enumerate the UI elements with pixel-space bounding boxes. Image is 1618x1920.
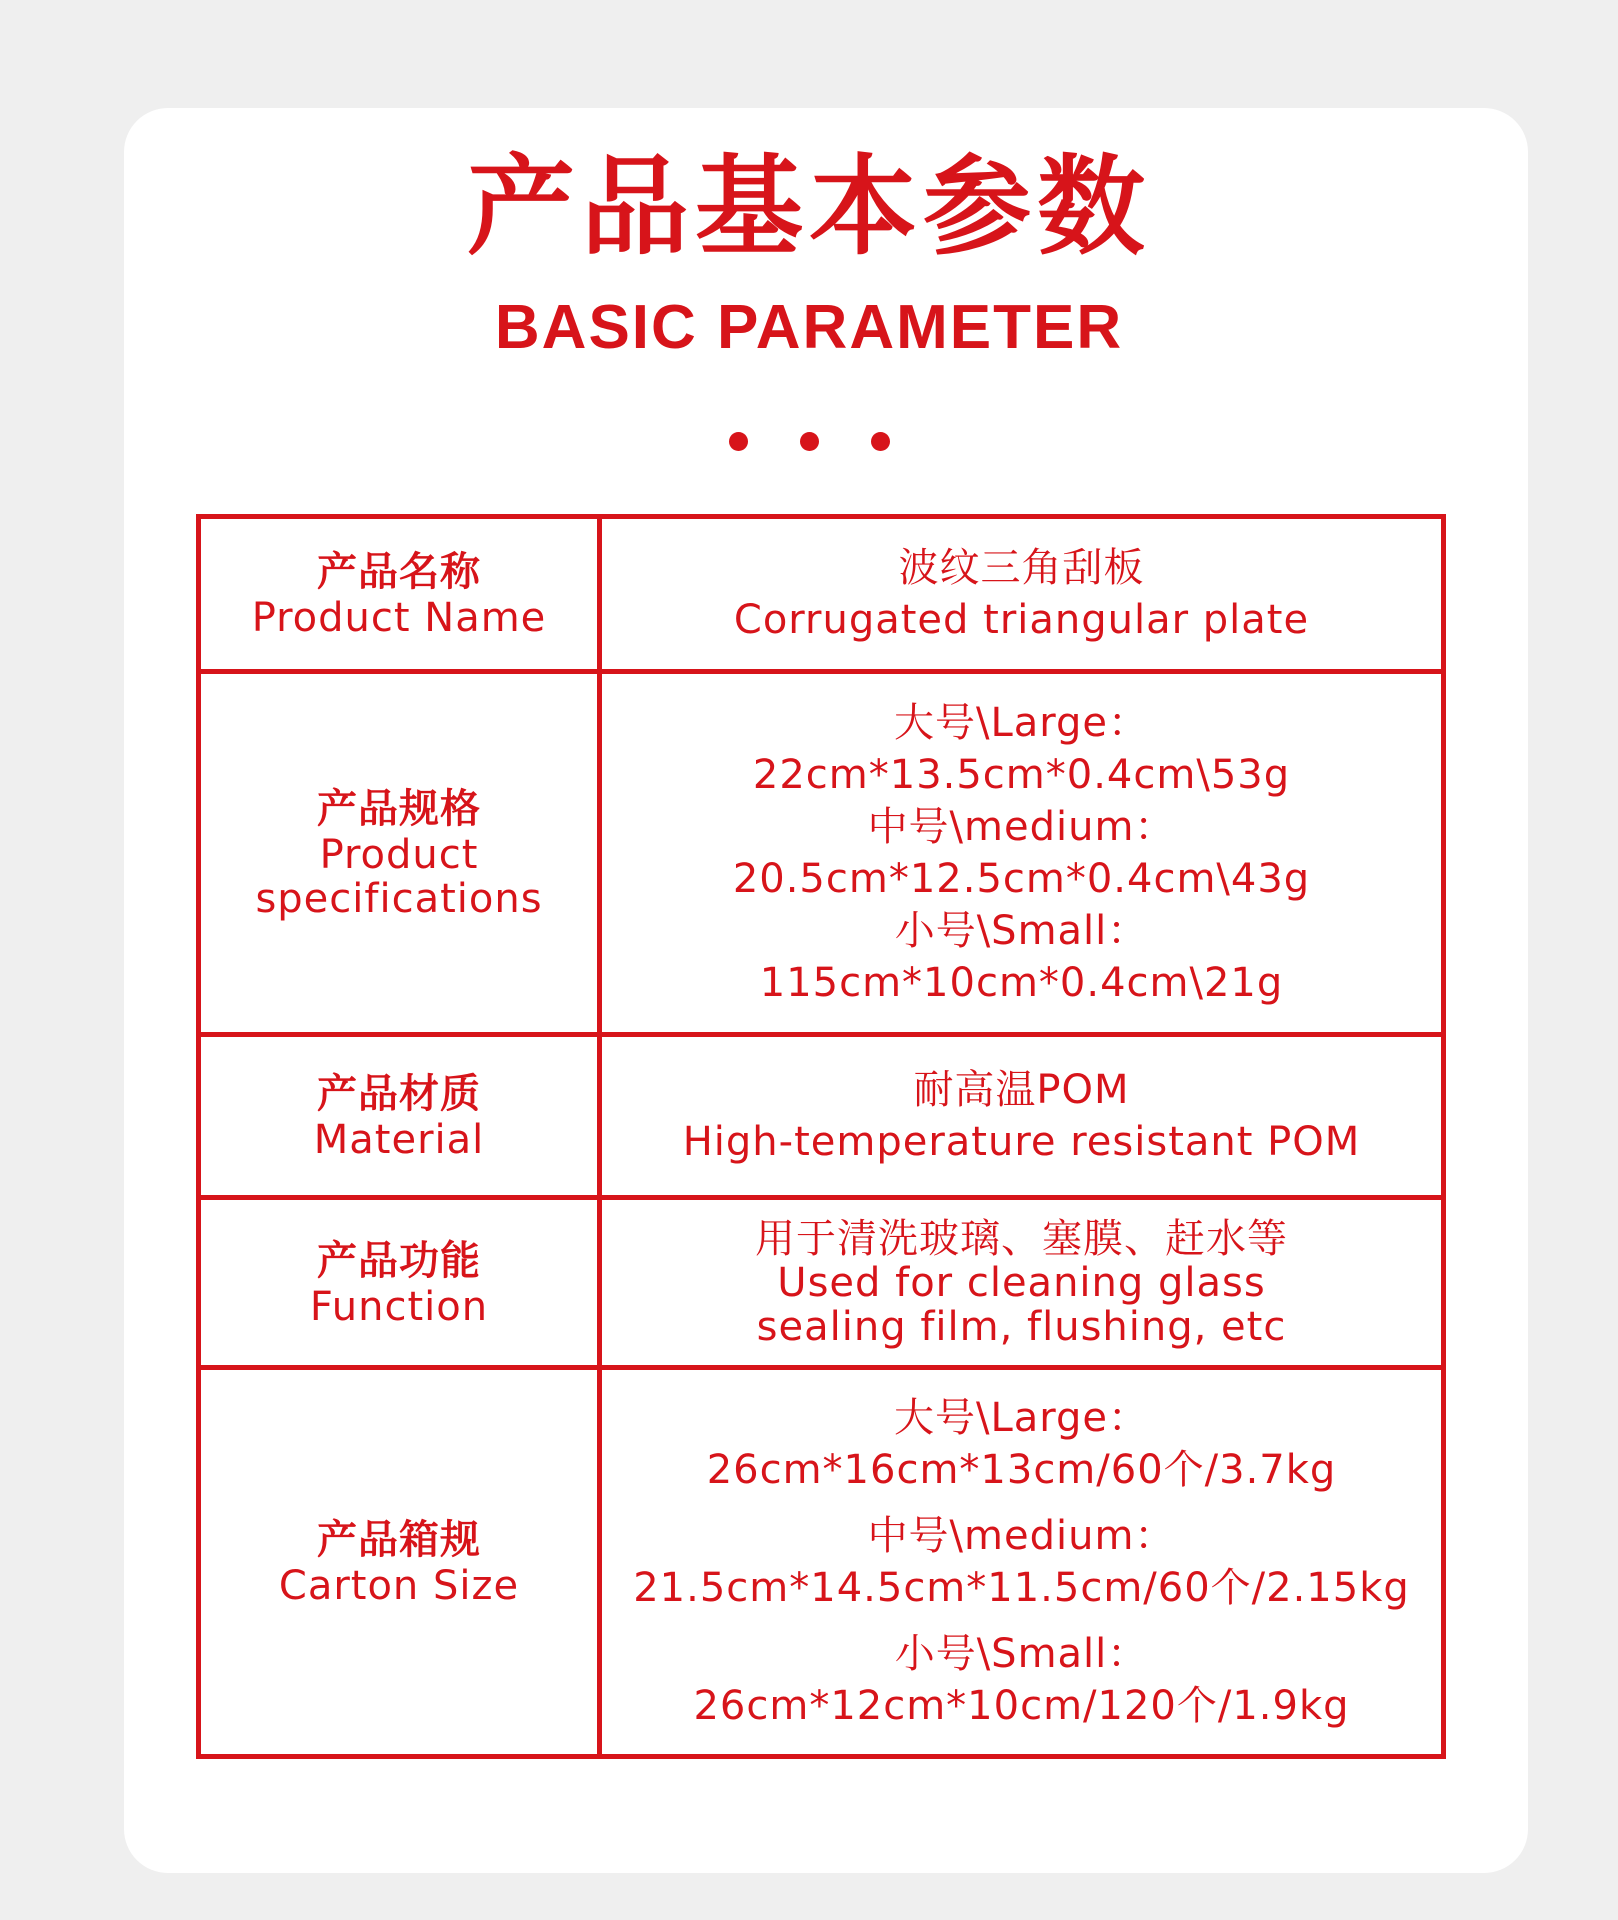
table-row-specifications — [199, 672, 1444, 1035]
spacer — [612, 1496, 1431, 1510]
parameter-table — [196, 514, 1446, 1759]
value-line: 波纹三角刮板 — [898, 545, 1145, 591]
value-line: 用于清洗玻璃、塞膜、赶水等 — [755, 1215, 1288, 1262]
dot-icon — [729, 432, 748, 451]
label-cn: 产品功能 — [317, 1237, 481, 1284]
label-cell — [199, 517, 600, 672]
value-line: 20.5cm*12.5cm*0.4cm\43g — [732, 856, 1311, 902]
label-cell — [199, 1198, 600, 1368]
dot-icon — [800, 432, 819, 451]
value-line: 耐高温POM — [913, 1067, 1130, 1113]
value-line: 22cm*13.5cm*0.4cm\53g — [752, 752, 1291, 798]
label-cn: 产品材质 — [317, 1071, 481, 1117]
value-line: 115cm*10cm*0.4cm\21g — [759, 960, 1284, 1006]
value-line: Used for cleaning glass — [777, 1259, 1266, 1306]
dot-icon — [871, 432, 890, 451]
value-cell — [600, 517, 1444, 672]
decorative-dots — [0, 432, 1618, 451]
table-row-material — [199, 1035, 1444, 1198]
label-cell — [199, 672, 600, 1035]
value-cell — [600, 1035, 1444, 1198]
label-cn: 产品规格 — [317, 786, 481, 832]
label-en: Material — [313, 1117, 485, 1163]
value-cell — [600, 672, 1444, 1035]
value-line: 26cm*16cm*13cm/60个/3.7kg — [706, 1447, 1337, 1493]
value-cell — [600, 1368, 1444, 1757]
page-title-cn: 产品基本参数 — [466, 145, 1151, 270]
value-line: 大号\Large： — [893, 700, 1149, 746]
value-line: High-temperature resistant POM — [682, 1119, 1361, 1165]
value-line: 大号\Large： — [893, 1395, 1149, 1441]
label-cell — [199, 1368, 600, 1757]
label-en: Carton Size — [278, 1563, 520, 1609]
value-line: 21.5cm*14.5cm*11.5cm/60个/2.15kg — [633, 1565, 1410, 1611]
label-en: Function — [309, 1283, 489, 1330]
value-line: 小号\Small： — [894, 908, 1149, 954]
label-en: Product Name — [251, 595, 547, 641]
table-row-function — [199, 1198, 1444, 1368]
label-en: specifications — [255, 876, 543, 922]
value-line: sealing film, flushing, etc — [756, 1303, 1287, 1350]
label-en: Product — [319, 832, 479, 878]
value-line: 26cm*12cm*10cm/120个/1.9kg — [693, 1683, 1350, 1729]
label-cn: 产品名称 — [317, 549, 481, 595]
table-row-carton-size — [199, 1368, 1444, 1757]
value-line: Corrugated triangular plate — [733, 597, 1310, 643]
label-cell — [199, 1035, 600, 1198]
value-cell — [600, 1198, 1444, 1368]
value-line: 中号\medium： — [867, 804, 1176, 850]
table-row-product-name — [199, 517, 1444, 672]
spacer — [612, 1614, 1431, 1628]
value-line: 中号\medium： — [867, 1513, 1176, 1559]
value-line: 小号\Small： — [894, 1631, 1149, 1677]
label-cn: 产品箱规 — [317, 1517, 481, 1563]
page-title-en: BASIC PARAMETER — [494, 293, 1124, 362]
